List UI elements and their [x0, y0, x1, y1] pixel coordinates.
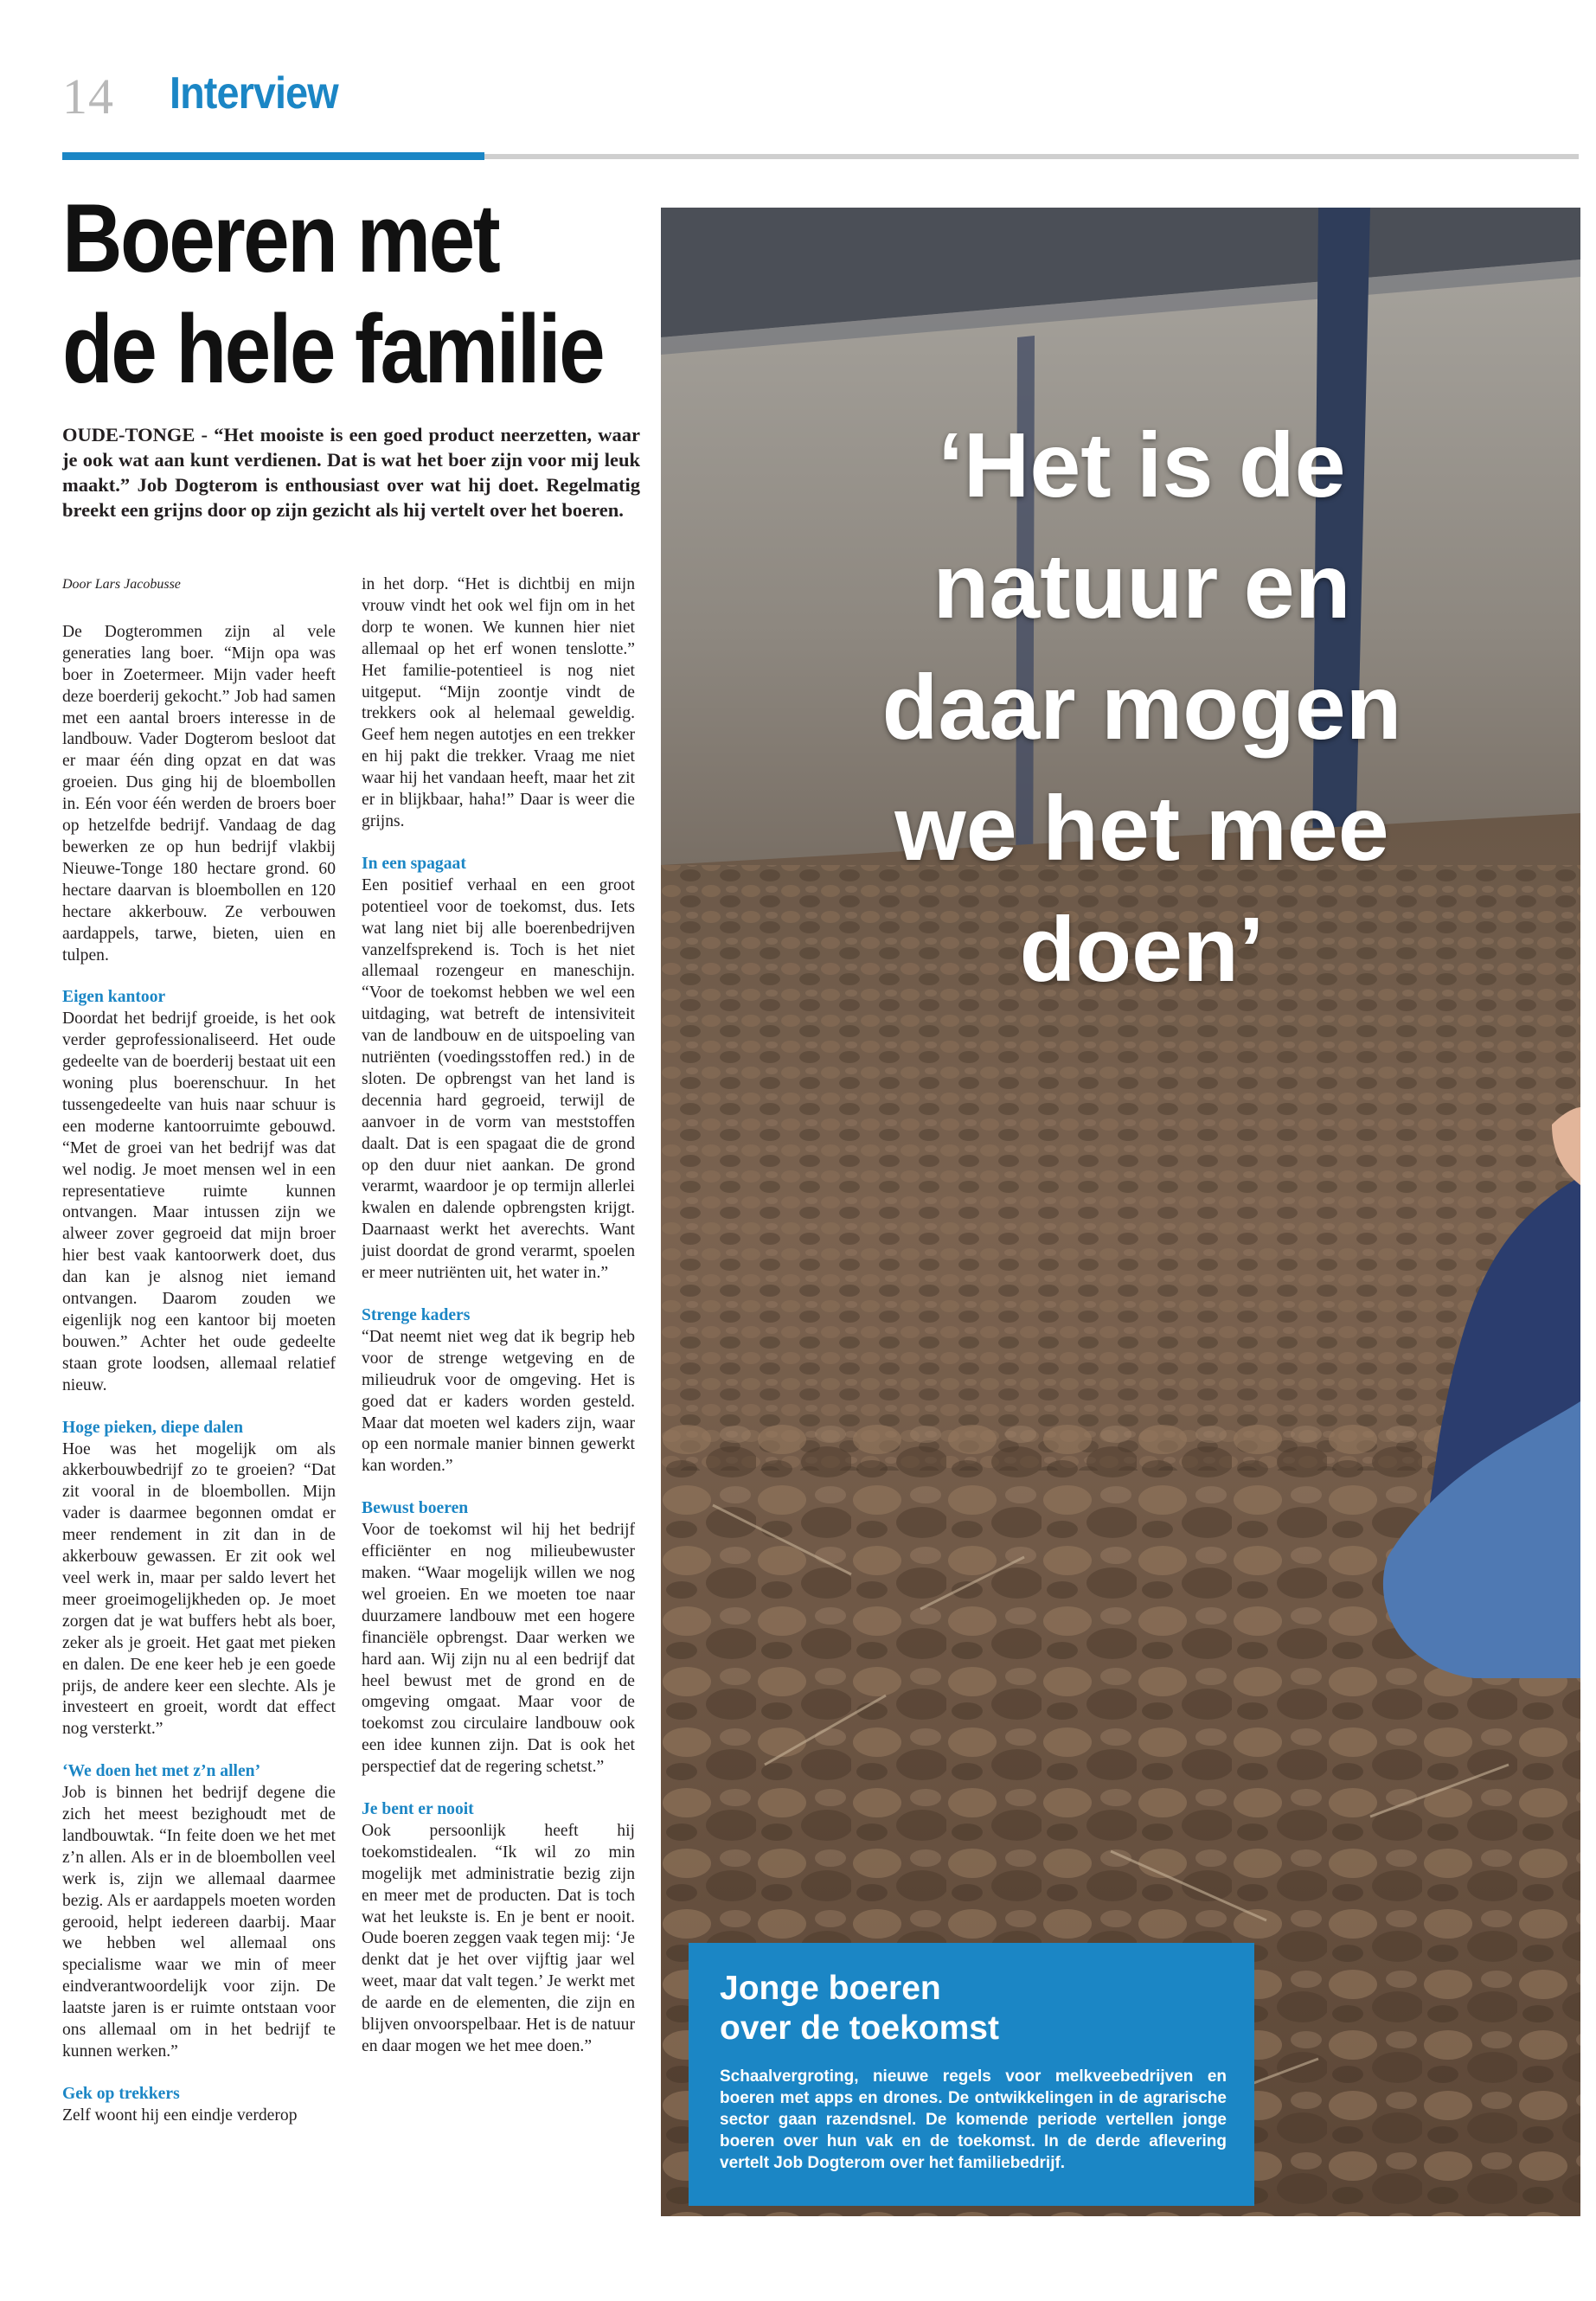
- subheading: Strenge kaders: [362, 1306, 471, 1324]
- info-box-title-line: Jonge boeren: [720, 1970, 941, 2007]
- subheading: ‘We doen het met z’n allen’: [62, 1762, 261, 1781]
- pull-quote-line: daar mogen: [881, 657, 1402, 759]
- pull-quote-line: natuur en: [933, 535, 1351, 638]
- article-lead: OUDE-TONGE - “Het mooiste is een goed product neerzetten, waar je ook wat aan kunt verdienen. Dat is wat het boer zijn voor mij leuk maakt.” Job Dogterom is enthousiast over wat hij doet. Regelmatig breekt een grijns door op zijn gezicht als hij vertelt over het boeren.: [62, 424, 640, 521]
- headline-line-1: Boeren met: [62, 184, 499, 292]
- subheading: Bewust boeren: [362, 1499, 469, 1518]
- paragraph: Ook persoonlijk heeft hij toekomstidealen. “Ik wil zo min mogelijk met administratie bezig zijn en meer met de producten. Dat is toch wat het leukste is. En je bent er nooit. Oude boeren zeggen vaak tegen mij: ‘Je denkt dat je het over vijftig jaar wel weet, maar dat valt tegen.’ Je werkt met de aarde en de elementen, die zijn en blijven onvoorspelbaar. Het is de natuur en daar mogen we het mee doen.”: [362, 1821, 635, 2055]
- subheading: Je bent er nooit: [362, 1800, 474, 1819]
- paragraph: Zelf woont hij een eindje verderop: [62, 2106, 298, 2125]
- headline-line-2: de hele familie: [62, 295, 604, 403]
- info-box-title-line: over de toekomst: [720, 2009, 999, 2047]
- paragraph: Hoe was het mogelijk om als akkerbouwbedrijf zo te groeien? “Dat zit vooral in de bloembollen. Mijn vader is daarmee begonnen omdat er meer rendement in zit dan in de akkerbouw gewassen. Er zit ook wel veel werk in, maar per saldo levert het meer groeimogelijkheden op. Je moet zorgen dat je wat buffers hebt als boer, zeker als je groeit. Het gaat met pieken en dalen. De ene keer heb je een goede prijs, de andere keer een slechte. Als je investeert en groeit, wordt dat effect nog versterkt.”: [62, 1439, 336, 1739]
- section-title: Interview: [170, 68, 338, 119]
- pull-quote: [683, 405, 1596, 1010]
- paragraph: Doordat het bedrijf groeide, is het ook verder geprofessionaliseerd. Het oude gedeelte van de boerderij bestaat uit een woning plus boerenschuur. In het tussengedeelte van huis naar schuur is een moderne kantoorruimte gebouwd. “Met de groei van het bedrijf was dat wel nodig. Je moet mensen wel in een representatieve ruimte kunnen ontvangen. Maar intussen zijn we alweer zover gegroeid dat mijn broer hier best vaak kantoorwerk doet, dus dan kan je alsnog niet iemand ontvangen. Daarom zouden we eigenlijk nog een kantoor bij moeten bouwen.” Achter het oude gedeelte staan grote loodsen, allemaal relatief nieuw.: [62, 1009, 336, 1394]
- subheading: Eigen kantoor: [62, 988, 166, 1007]
- paragraph: in het dorp. “Het is dichtbij en mijn vrouw vindt het ook wel fijn om in het dorp te wonen. We kunnen hier niet allemaal op het erf wonen tenslotte.” Het familie-potentieel is nog niet uitgeput. “Mijn zoontje vindt de trekkers ook al helemaal geweldig. Geef hem negen autotjes en een trekker en hij pakt die trekker. Vraag me niet waar hij het vandaan heeft, maar het zit er in blijkbaar, haha!” Daar is weer die grijns.: [362, 575, 635, 830]
- subheading: In een spagaat: [362, 854, 466, 873]
- pull-quote-line: we het mee: [894, 778, 1389, 880]
- byline: Door Lars Jacobusse: [62, 577, 181, 592]
- pull-quote-line: doen’: [1019, 899, 1265, 1001]
- section-rule: [484, 154, 1579, 159]
- headline: [62, 183, 604, 405]
- section-rule-accent: [62, 152, 484, 160]
- paragraph: Voor de toekomst wil hij het bedrijf efficiënter en nog milieubewuster maken. “Waar mogelijk willen we nog wel groeien. En we moeten toe naar duurzamere landbouw met een hogere financiële opbrengst. Daar werken we hard aan. Wij zijn nu al een bedrijf dat heel bewust met de grond en de omgeving omgaat. Maar voor de toekomst zou circulaire landbouw ook een idee kunnen zijn. Dat is ook het perspectief dat de regering schetst.”: [362, 1521, 635, 1777]
- paragraph: De Dogterommen zijn al vele generaties lang boer. “Mijn opa was boer in Zoetermeer. Mijn vader heeft deze boerderij gekocht.” Job had samen met een aantal broers interesse in de landbouw. Vader Dogterom besloot dat er maar één ding opzat en dat was groeien. Dus ging hij de bloembollen in. Eén voor één werden de broers boer op hetzelfde bedrijf. Vandaag de dag bewerken ze op hun bedrijf vlakbij Nieuwe-Tonge 180 hectare grond. 60 hectare daarvan is bloembollen en 120 hectare akkerbouw. Ze verbouwen aardappels, tarwe, bieten, uien en tulpen.: [62, 622, 336, 965]
- article-column-1: [62, 574, 336, 2148]
- pull-quote-line: ‘Het is de: [938, 414, 1346, 516]
- paragraph: Een positief verhaal en een groot potentieel voor de toekomst, dus. Iets wat lang niet bij alle boerenbedrijven vanzelfsprekend is. Toch is het niet allemaal rozengeur en maneschijn. “Voor de toekomst hebben we wel een uitdaging, wat betreft de intensiviteit van de landbouw en de uitspoeling van nutriënten (voedingsstoffen red.) in de sloten. De opbrengst van het land is decennia hard gegroeid, terwijl de aanvoer in de vorm van meststoffen daalt. Dat is een spagaat die de grond op den duur niet aankan. De grond verarmt, waardoor je op termijn allerlei kwalen en dalende opbrengsten krijgt. Daarnaast werkt het averechts. Want juist doordat de grond verarmt, spoelen er meer nutriënten uit, het water in.”: [362, 875, 635, 1283]
- subheading: Hoge pieken, diepe dalen: [62, 1418, 244, 1437]
- subheading: Gek op trekkers: [62, 2084, 180, 2103]
- info-box-title: [720, 1969, 1239, 2048]
- article-column-2: [362, 574, 635, 2079]
- paragraph: “Dat neemt niet weg dat ik begrip heb voor de strenge wetgeving en de milieudruk voor de omgeving. Het is goed dat er kaders worden gesteld. Maar dat moeten wel kaders zijn, waar op een normale manier binnen gewerkt kan worden.”: [362, 1327, 635, 1476]
- page-number: 14: [62, 68, 114, 125]
- info-box: [689, 1943, 1254, 2206]
- info-box-text: Schaalvergroting, nieuwe regels voor melkveebedrijven en boeren met apps en drones. De ontwikkelingen in de agrarische sector gaan razendsnel. De komende periode vertellen jonge boeren over hun vak en de toekomst. In de derde aflevering vertelt Job Dogterom over het familiebedrijf.: [720, 2067, 1227, 2172]
- paragraph: Job is binnen het bedrijf degene die zich het meest bezighoudt met de landbouwtak. “In feite doen we het met z’n allen. Als er in de bloembollen veel werk is, zijn we allemaal daarmee bezig. Als er aardappels moeten worden gerooid, helpt iedereen daarbij. Maar we hebben wel allemaal ons specialisme waar we min of meer eindverantwoordelijk voor zijn. De laatste jaren is er ruimte ontstaan voor ons allemaal om in het bedrijf te kunnen werken.”: [62, 1784, 336, 2061]
